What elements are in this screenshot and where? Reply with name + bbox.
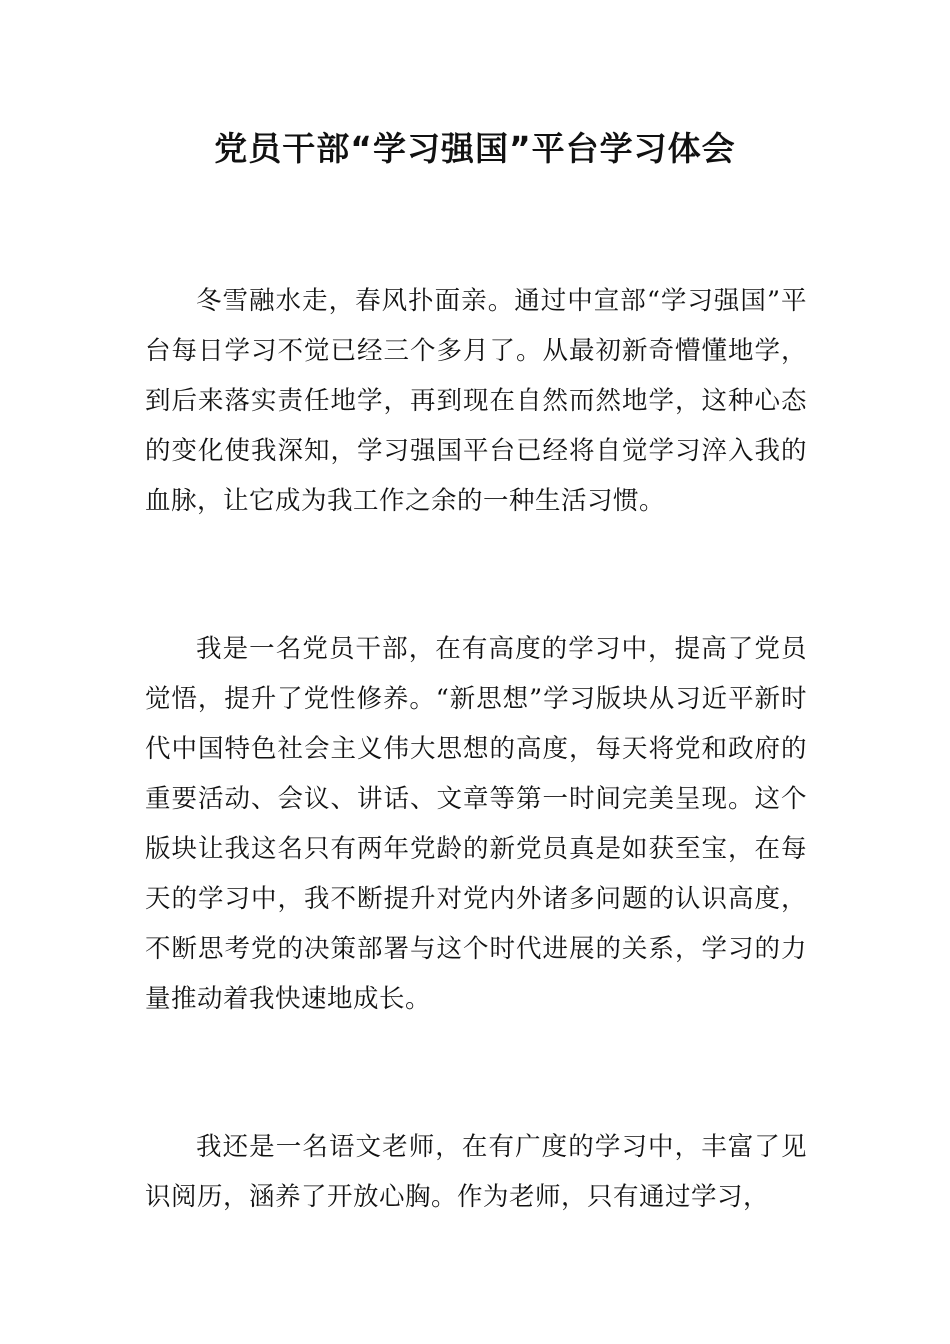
paragraph-2: 我是一名党员干部，在有高度的学习中，提高了党员觉悟，提升了党性修养。“新思想”学习版块从习近平新时代中国特色社会主义伟大思想的高度，每天将党和政府的重要活动、会议、讲话、文章等第一时间完美呈现。这个版块让我这名只有两年党龄的新党员真是如获至宝，在每天的学习中，我不断提升对党内外诸多问题的认识高度，不断思考党的决策部署与这个时代进展的关系，学习的力量推动着我快速地成长。 <box>145 634 807 1014</box>
paragraph-3: 我还是一名语文老师，在有广度的学习中，丰富了见识阅历，涵养了开放心胸。作为老师，只有通过学习， <box>145 1132 807 1212</box>
paragraph-1: 冬雪融水走，春风扑面亲。通过中宣部“学习强国”平台每日学习不觉已经三个多月了。从最初新奇懵懂地学，到后来落实责任地学，再到现在自然而然地学，这种心态的变化使我深知，学习强国平台已经将自觉学习淬入我的血脉，让它成为我工作之余的一种生活习惯。 <box>145 286 807 516</box>
document-title: 党员干部“学习强国”平台学习体会 <box>214 129 736 168</box>
